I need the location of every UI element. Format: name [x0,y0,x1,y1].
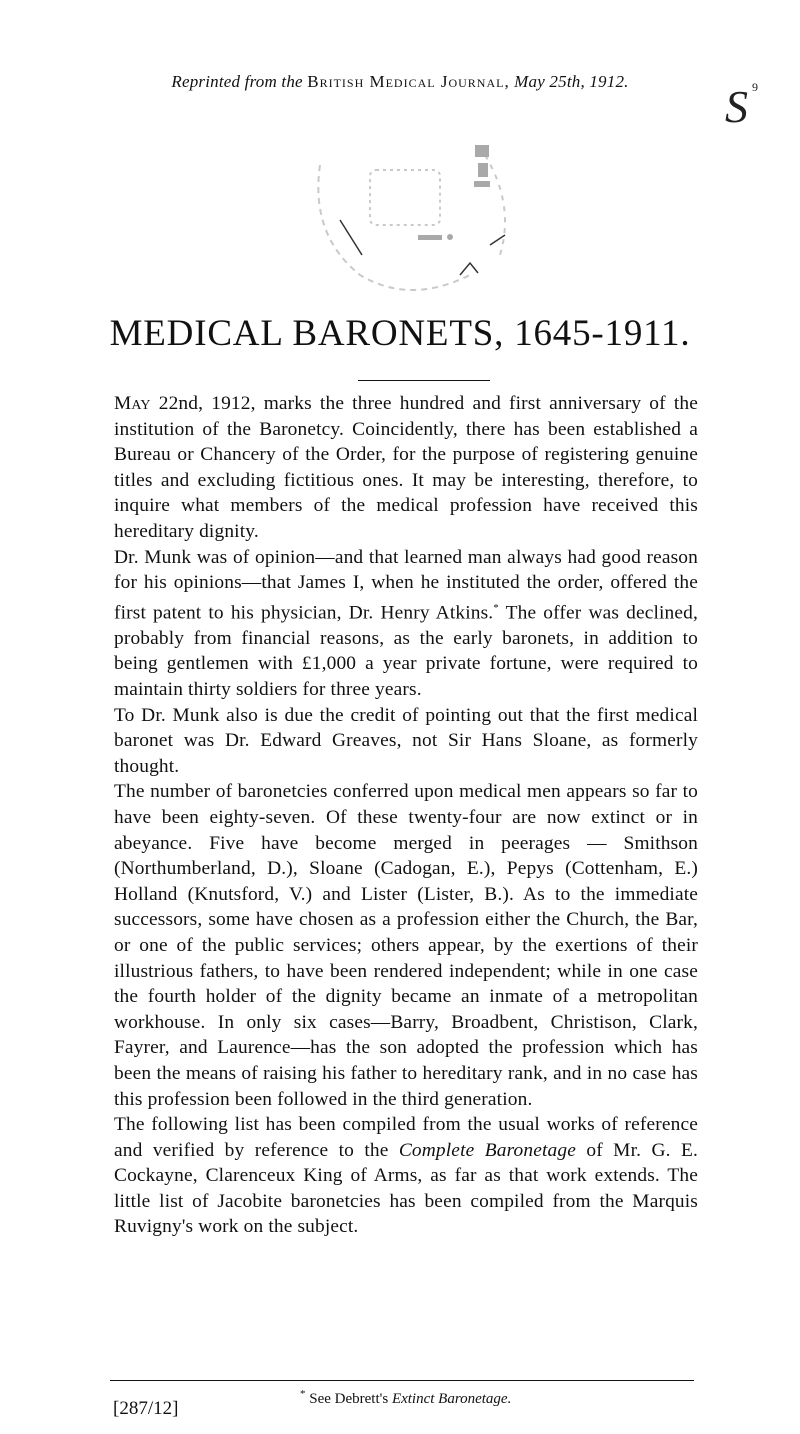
footnote-mark: * [300,1388,306,1400]
footnote-divider [110,1380,694,1381]
paragraph-4: The number of baronetcies conferred upon medical men appears so far to have been eighty-seven. Of these twenty-four are now extinct or in abeyance. Five have become merged in peerages — Smithson (Northumberland, D.), Sloane (Cadogan, E.), Pepys (Cottenham, E.) Holland (Knutsford, V.) and Lister (Lister, B.). As to the immediate successors, some have chosen as a profession either the Church, the Bar, or one of the public services; others appear, by the exertions of their illustrious fathers, to have been rendered independent; while in one case the fourth holder of the dignity became an inmate of a metropolitan workhouse. In only six cases—Barry, Broadbent, Christison, Clark, Fayrer, and Laurence—has the son adopted the profession which has been the means of raising his father to hereditary rank, and in no case has this profession been followed in the third generation. [114,781,698,1110]
footnote-text: See Debrett's [305,1391,392,1407]
footnote [300,1388,511,1408]
reprint-prefix: Reprinted from the [171,72,303,91]
page-title: MEDICAL BARONETS, 1645-1911. [109,313,691,354]
paragraph-3: To Dr. Munk also is due the credit of pointing out that the first medical baronet was Dr. Edward Greaves, not Sir Hans Sloane, as formerly thought. [114,704,698,777]
paragraph-2 [114,545,698,703]
paragraph-1 [114,391,698,545]
handwritten-number: 9 [752,80,758,94]
paragraph-5-text-a: The following list has been compiled from the usual works of reference and verified by reference to the [114,1114,698,1161]
paragraph-5-text-b: of Mr. G. E. Cockayne, Clarenceux King of Arms, as far as that work extends. The little list of Jacobite baronetcies has been compiled from the Marquis Ruvigny's work on the subject. [114,1139,698,1238]
footnote-reference-mark: * [493,601,499,614]
paragraph-2-text-a: Dr. Munk was of opinion—and that learned man always had good reason for his opinions—that James I, when he instituted the order, offered the first patent to his physician, Dr. Henry Atkins. [114,546,698,624]
paragraph-5 [114,1112,698,1240]
article-body [114,391,698,1240]
title-divider [358,380,490,381]
handwritten-mark [725,80,758,133]
footnote-book-title: Extinct Baronetage. [391,1391,512,1407]
paragraph-1-lead: May [114,393,151,414]
reference-number: [287/12] [113,1398,179,1419]
reprint-date: May 25th, 1912. [514,72,629,91]
paragraph-2-text-b: The offer was declined, probably from financial reasons, as the early baronets, in addition to being gentlemen with £1,000 a year private fortune, were required to maintain thirty soldiers for three years. [114,602,698,700]
handwritten-letter: S [725,81,748,132]
book-title-complete-baronetage: Complete Baronetage [398,1139,576,1161]
library-stamp-icon [300,125,530,300]
paragraph-1-text: 22nd, 1912, marks the three hundred and first anniversary of the institution of the Baronetcy. Coincidently, there has been established a Bureau or Chancery of the Order, for the purpose of registering genuine titles and excluding fictitious ones. It may be interesting, therefore, to inquire what members of the medical profession have received this hereditary dignity. [114,393,698,542]
reprint-header [0,72,800,92]
journal-name: British Medical Journal, [307,72,510,91]
